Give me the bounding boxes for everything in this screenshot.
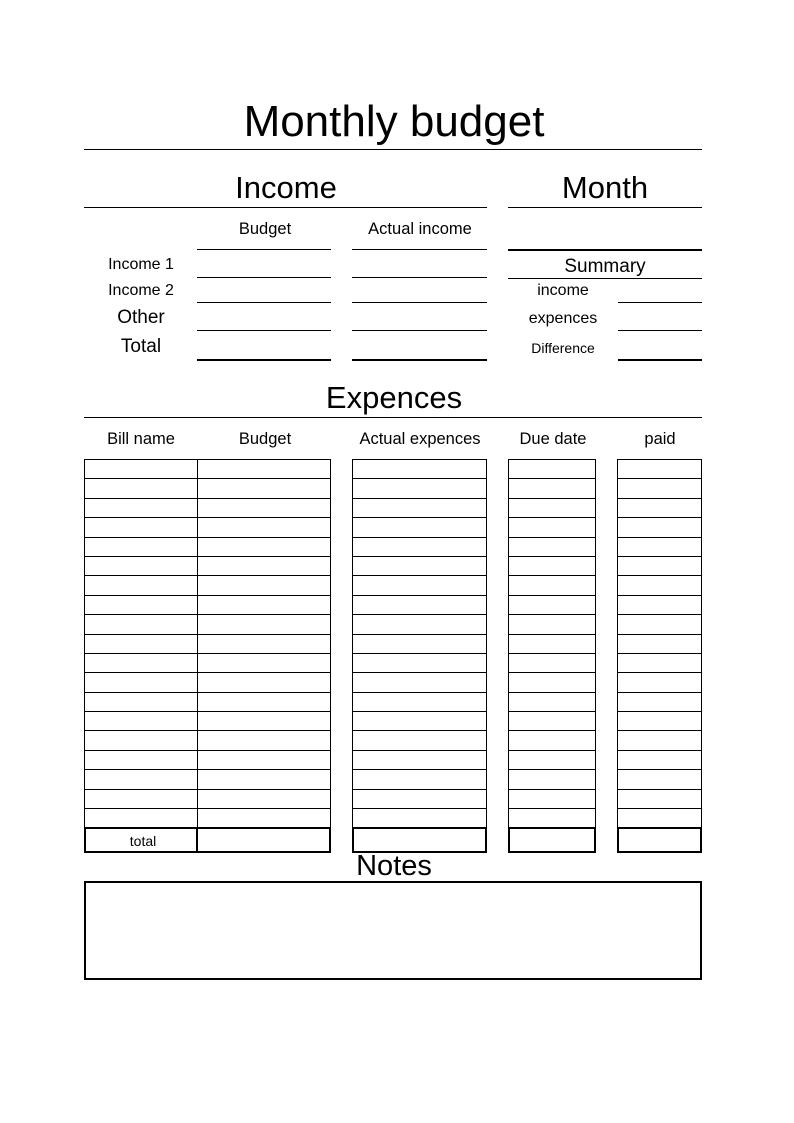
expense-row[interactable] [353, 770, 486, 789]
expense-row[interactable] [618, 790, 701, 809]
expenses-grid-actual[interactable] [352, 459, 487, 829]
expense-row[interactable] [509, 635, 595, 654]
expense-row[interactable] [353, 499, 486, 518]
expense-row[interactable] [85, 712, 330, 731]
expense-row[interactable] [85, 731, 330, 750]
summary-row-difference: Difference [531, 340, 595, 356]
expense-row[interactable] [509, 751, 595, 770]
expenses-total-paid-cell[interactable] [617, 827, 702, 853]
income-1-actual-field[interactable] [352, 277, 487, 278]
income-2-actual-field[interactable] [352, 302, 487, 303]
expense-row[interactable] [85, 693, 330, 712]
expenses-total-budget-cell[interactable] [196, 827, 331, 853]
expense-row[interactable] [618, 479, 701, 498]
expense-row[interactable] [618, 712, 701, 731]
expenses-col-paid: paid [644, 430, 676, 448]
expense-row[interactable] [353, 635, 486, 654]
expenses-col-bill-name: Bill name [107, 430, 175, 448]
income-total-actual-field[interactable] [352, 359, 487, 361]
expense-row[interactable] [509, 712, 595, 731]
expense-row[interactable] [353, 673, 486, 692]
expenses-col-actual: Actual expences [359, 430, 481, 448]
expense-row[interactable] [618, 615, 701, 634]
page-title: Monthly budget [243, 97, 545, 146]
expense-row[interactable] [353, 576, 486, 595]
expenses-grid-paid[interactable] [617, 459, 702, 829]
expense-row[interactable] [509, 576, 595, 595]
income-col-actual: Actual income [368, 220, 472, 238]
expense-row[interactable] [509, 615, 595, 634]
expense-row[interactable] [618, 654, 701, 673]
expenses-total-label-cell [84, 827, 198, 853]
expenses-grid-due-date[interactable] [508, 459, 596, 829]
expense-row[interactable] [353, 596, 486, 615]
expense-row[interactable] [353, 479, 486, 498]
expense-row[interactable] [85, 673, 330, 692]
expenses-heading: Expences [325, 380, 463, 415]
expense-row[interactable] [618, 596, 701, 615]
expense-row[interactable] [618, 693, 701, 712]
expense-row[interactable] [85, 460, 330, 479]
expense-row[interactable] [618, 770, 701, 789]
notes-heading: Notes [356, 850, 432, 882]
expense-row[interactable] [85, 479, 330, 498]
expense-row[interactable] [509, 809, 595, 828]
expense-row[interactable] [85, 751, 330, 770]
expense-row[interactable] [509, 499, 595, 518]
income-heading-underline [84, 207, 487, 208]
expense-row[interactable] [85, 635, 330, 654]
expenses-total-due-cell[interactable] [508, 827, 596, 853]
income-row-label-total: Total [120, 336, 162, 357]
expense-row[interactable] [353, 712, 486, 731]
summary-difference-field[interactable] [618, 359, 702, 361]
expense-row[interactable] [353, 809, 486, 828]
summary-row-expences: expences [528, 310, 598, 327]
expense-row[interactable] [618, 673, 701, 692]
expense-row[interactable] [618, 751, 701, 770]
expenses-total-label: total [129, 833, 157, 849]
expense-row[interactable] [353, 731, 486, 750]
expense-row[interactable] [618, 576, 701, 595]
expense-row[interactable] [618, 518, 701, 537]
expenses-col-budget: Budget [238, 430, 292, 448]
expense-row[interactable] [353, 790, 486, 809]
expense-row[interactable] [353, 654, 486, 673]
expense-row[interactable] [85, 576, 330, 595]
expense-row[interactable] [618, 635, 701, 654]
summary-row-income: income [537, 282, 589, 299]
expense-row[interactable] [618, 460, 701, 479]
expense-row[interactable] [85, 499, 330, 518]
expenses-heading-underline [84, 417, 702, 418]
income-col-budget: Budget [238, 220, 292, 238]
income-other-budget-field[interactable] [197, 330, 331, 331]
income-row-label-1: Income 1 [108, 256, 174, 273]
notes-box[interactable] [84, 881, 702, 980]
expense-row[interactable] [509, 460, 595, 479]
month-heading: Month [561, 170, 649, 205]
expense-row[interactable] [85, 596, 330, 615]
expense-row[interactable] [509, 790, 595, 809]
expense-row[interactable] [85, 615, 330, 634]
expense-row[interactable] [509, 538, 595, 557]
summary-expences-field[interactable] [618, 330, 702, 331]
income-other-actual-field[interactable] [352, 330, 487, 331]
income-row-label-other: Other [117, 307, 165, 328]
expense-row[interactable] [85, 790, 330, 809]
expense-row[interactable] [353, 518, 486, 537]
expense-row[interactable] [353, 615, 486, 634]
expense-row[interactable] [618, 809, 701, 828]
expense-row[interactable] [618, 557, 701, 576]
income-2-budget-field[interactable] [197, 302, 331, 303]
expense-row[interactable] [509, 596, 595, 615]
expense-row[interactable] [509, 518, 595, 537]
expenses-grid-bill-budget[interactable] [84, 459, 331, 829]
expense-row[interactable] [509, 731, 595, 750]
expenses-col-due-date: Due date [519, 430, 587, 448]
expense-row[interactable] [509, 479, 595, 498]
expense-row[interactable] [618, 731, 701, 750]
income-budget-header-line [197, 249, 331, 250]
summary-underline [508, 278, 702, 279]
summary-heading: Summary [564, 256, 646, 277]
expense-row[interactable] [353, 557, 486, 576]
income-total-budget-field[interactable] [197, 359, 331, 361]
grid-column-divider [197, 460, 198, 828]
expense-row[interactable] [353, 693, 486, 712]
title-underline [84, 149, 702, 150]
expense-row[interactable] [509, 770, 595, 789]
expense-row[interactable] [85, 538, 330, 557]
expense-row[interactable] [85, 809, 330, 828]
expense-row[interactable] [353, 751, 486, 770]
expense-row[interactable] [85, 557, 330, 576]
month-heading-underline [508, 207, 702, 208]
income-actual-header-line [352, 249, 487, 250]
expense-row[interactable] [353, 460, 486, 479]
expense-row[interactable] [85, 518, 330, 537]
income-1-budget-field[interactable] [197, 277, 331, 278]
income-row-label-2: Income 2 [108, 282, 174, 299]
income-heading: Income [235, 170, 337, 205]
expense-row[interactable] [85, 654, 330, 673]
expense-row[interactable] [509, 693, 595, 712]
expense-row[interactable] [353, 538, 486, 557]
expense-row[interactable] [618, 538, 701, 557]
expense-row[interactable] [509, 673, 595, 692]
expense-row[interactable] [85, 770, 330, 789]
expense-row[interactable] [618, 499, 701, 518]
summary-income-field[interactable] [618, 302, 702, 303]
month-input-line[interactable] [508, 249, 702, 251]
expense-row[interactable] [509, 654, 595, 673]
expense-row[interactable] [509, 557, 595, 576]
